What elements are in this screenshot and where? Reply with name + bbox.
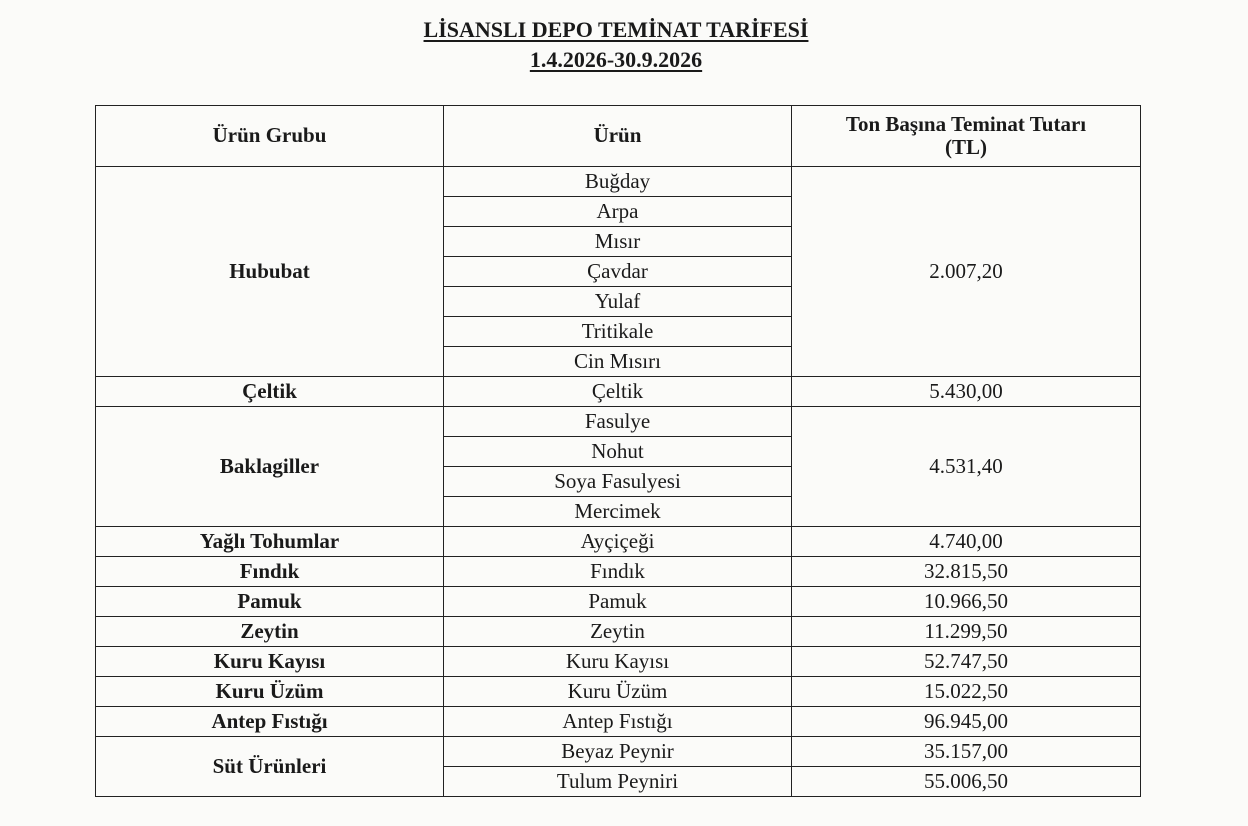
product-cell: Tulum Peyniri (444, 767, 792, 797)
product-cell: Ayçiçeği (444, 527, 792, 557)
product-cell: Antep Fıstığı (444, 707, 792, 737)
amount-cell: 2.007,20 (792, 167, 1141, 377)
product-cell: Buğday (444, 167, 792, 197)
product-cell: Fındık (444, 557, 792, 587)
table-header-row (96, 106, 1141, 167)
amount-cell: 4.531,40 (792, 407, 1141, 527)
product-cell: Kuru Üzüm (444, 677, 792, 707)
table-row (96, 557, 1141, 587)
amount-cell: 52.747,50 (792, 647, 1141, 677)
group-cell: Kuru Kayısı (96, 647, 444, 677)
product-cell: Pamuk (444, 587, 792, 617)
header-amount-line1: Ton Başına Teminat Tutarı (845, 111, 1087, 136)
product-cell: Mısır (444, 227, 792, 257)
group-cell: Pamuk (96, 587, 444, 617)
product-cell: Kuru Kayısı (444, 647, 792, 677)
product-cell: Tritikale (444, 317, 792, 347)
table-row (96, 707, 1141, 737)
table-row (96, 407, 1141, 437)
group-cell: Süt Ürünleri (96, 737, 444, 797)
table-row (96, 587, 1141, 617)
amount-cell: 10.966,50 (792, 587, 1141, 617)
amount-cell: 5.430,00 (792, 377, 1141, 407)
product-cell: Arpa (444, 197, 792, 227)
product-cell: Zeytin (444, 617, 792, 647)
table-row (96, 647, 1141, 677)
tariff-table (95, 105, 1141, 797)
amount-cell: 55.006,50 (792, 767, 1141, 797)
header-product: Ürün (444, 106, 792, 167)
header-amount-line2: (TL) (945, 135, 987, 159)
product-cell: Çavdar (444, 257, 792, 287)
group-cell: Antep Fıstığı (96, 707, 444, 737)
group-cell: Baklagiller (96, 407, 444, 527)
group-cell: Hububat (96, 167, 444, 377)
table-row (96, 677, 1141, 707)
amount-cell: 32.815,50 (792, 557, 1141, 587)
document-date-range: 1.4.2026-30.9.2026 (529, 47, 703, 72)
group-cell: Zeytin (96, 617, 444, 647)
product-cell: Beyaz Peynir (444, 737, 792, 767)
table-row (96, 167, 1141, 197)
amount-cell: 4.740,00 (792, 527, 1141, 557)
group-cell: Çeltik (96, 377, 444, 407)
header-amount (792, 106, 1141, 167)
amount-cell: 15.022,50 (792, 677, 1141, 707)
product-cell: Nohut (444, 437, 792, 467)
table-row (96, 617, 1141, 647)
product-cell: Yulaf (444, 287, 792, 317)
group-cell: Fındık (96, 557, 444, 587)
document-title: LİSANSLI DEPO TEMİNAT TARİFESİ (423, 17, 809, 42)
header-product-group: Ürün Grubu (96, 106, 444, 167)
product-cell: Çeltik (444, 377, 792, 407)
table-row (96, 377, 1141, 407)
amount-cell: 35.157,00 (792, 737, 1141, 767)
table-row (96, 737, 1141, 767)
table-row (96, 527, 1141, 557)
product-cell: Soya Fasulyesi (444, 467, 792, 497)
group-cell: Kuru Üzüm (96, 677, 444, 707)
group-cell: Yağlı Tohumlar (96, 527, 444, 557)
product-cell: Mercimek (444, 497, 792, 527)
amount-cell: 11.299,50 (792, 617, 1141, 647)
amount-cell: 96.945,00 (792, 707, 1141, 737)
product-cell: Fasulye (444, 407, 792, 437)
product-cell: Cin Mısırı (444, 347, 792, 377)
